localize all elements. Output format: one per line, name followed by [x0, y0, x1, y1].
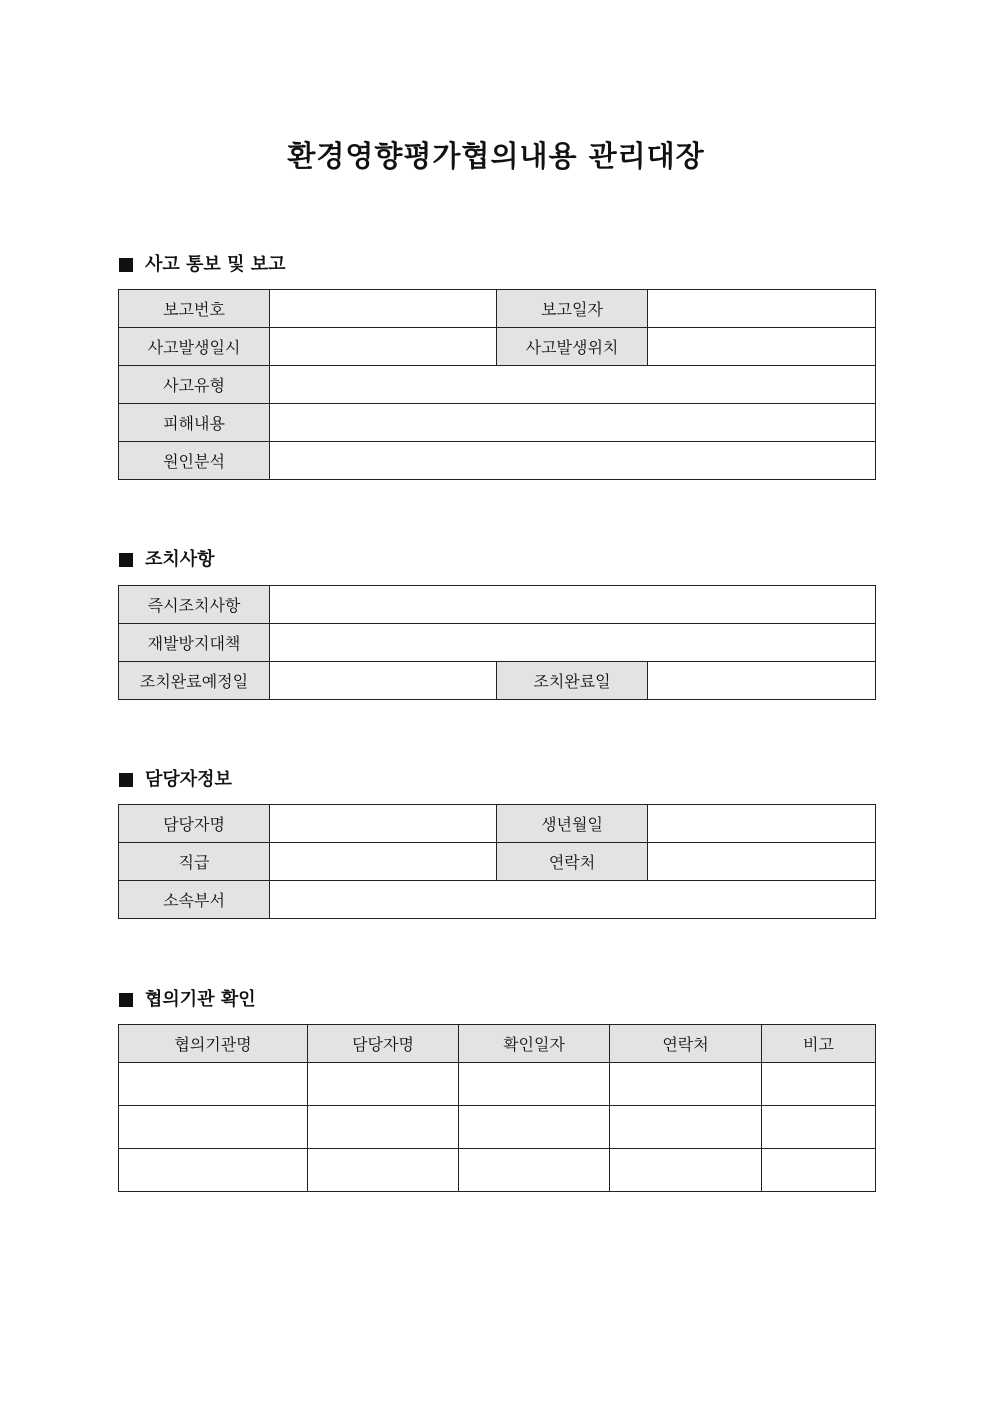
position-field[interactable] [270, 843, 497, 881]
birth-date-field[interactable] [648, 805, 876, 843]
occur-datetime-label: 사고발생일시 [119, 328, 270, 366]
agency-table [118, 1024, 876, 1192]
square-bullet-icon [119, 773, 133, 787]
manager-name-field[interactable] [270, 805, 497, 843]
table-cell[interactable] [119, 1106, 308, 1149]
table-cell[interactable] [762, 1106, 876, 1149]
immediate-action-label: 즉시조치사항 [119, 586, 270, 624]
table-cell[interactable] [308, 1149, 459, 1192]
section-heading-agency [119, 988, 256, 1012]
report-no-label: 보고번호 [119, 290, 270, 328]
occur-datetime-field[interactable] [270, 328, 497, 366]
section-title: 조치사항 [145, 549, 215, 570]
column-header-manager-name: 담당자명 [308, 1025, 459, 1063]
report-date-field[interactable] [648, 290, 876, 328]
measures-table [118, 585, 876, 700]
column-header-agency-name: 협의기관명 [119, 1025, 308, 1063]
manager-name-label: 담당자명 [119, 805, 270, 843]
accident-type-label: 사고유형 [119, 366, 270, 404]
accident-report-table [118, 289, 876, 480]
square-bullet-icon [119, 258, 133, 272]
column-header-confirm-date: 확인일자 [459, 1025, 610, 1063]
completed-date-label: 조치완료일 [497, 662, 648, 700]
birth-date-label: 생년월일 [497, 805, 648, 843]
immediate-action-field[interactable] [270, 586, 876, 624]
table-cell[interactable] [762, 1063, 876, 1106]
table-cell[interactable] [610, 1149, 762, 1192]
section-title: 사고 통보 및 보고 [145, 254, 286, 275]
manager-table [118, 804, 876, 919]
section-heading-accident [119, 253, 286, 277]
table-cell[interactable] [459, 1106, 610, 1149]
section-heading-measures [119, 548, 215, 572]
section-title: 협의기관 확인 [145, 989, 256, 1010]
planned-date-label: 조치완료예정일 [119, 662, 270, 700]
prevention-field[interactable] [270, 624, 876, 662]
table-cell[interactable] [610, 1063, 762, 1106]
table-cell[interactable] [610, 1106, 762, 1149]
table-cell[interactable] [459, 1063, 610, 1106]
occur-location-field[interactable] [648, 328, 876, 366]
department-label: 소속부서 [119, 881, 270, 919]
square-bullet-icon [119, 553, 133, 567]
table-cell[interactable] [119, 1063, 308, 1106]
planned-date-field[interactable] [270, 662, 497, 700]
table-cell[interactable] [762, 1149, 876, 1192]
completed-date-field[interactable] [648, 662, 876, 700]
square-bullet-icon [119, 993, 133, 1007]
page-title: 환경영향평가협의내용 관리대장 [287, 139, 705, 173]
table-cell[interactable] [308, 1063, 459, 1106]
table-row [119, 1063, 876, 1106]
position-label: 직급 [119, 843, 270, 881]
table-row [119, 1106, 876, 1149]
table-cell[interactable] [308, 1106, 459, 1149]
report-date-label: 보고일자 [497, 290, 648, 328]
cause-label: 원인분석 [119, 442, 270, 480]
report-no-field[interactable] [270, 290, 497, 328]
table-row [119, 1149, 876, 1192]
table-cell[interactable] [119, 1149, 308, 1192]
contact-label: 연락처 [497, 843, 648, 881]
contact-field[interactable] [648, 843, 876, 881]
department-field[interactable] [270, 881, 876, 919]
accident-type-field[interactable] [270, 366, 876, 404]
section-heading-manager [119, 768, 232, 792]
column-header-contact: 연락처 [610, 1025, 762, 1063]
section-title: 담당자정보 [145, 769, 232, 790]
occur-location-label: 사고발생위치 [497, 328, 648, 366]
table-cell[interactable] [459, 1149, 610, 1192]
damage-field[interactable] [270, 404, 876, 442]
prevention-label: 재발방지대책 [119, 624, 270, 662]
cause-field[interactable] [270, 442, 876, 480]
column-header-remarks: 비고 [762, 1025, 876, 1063]
damage-label: 피해내용 [119, 404, 270, 442]
